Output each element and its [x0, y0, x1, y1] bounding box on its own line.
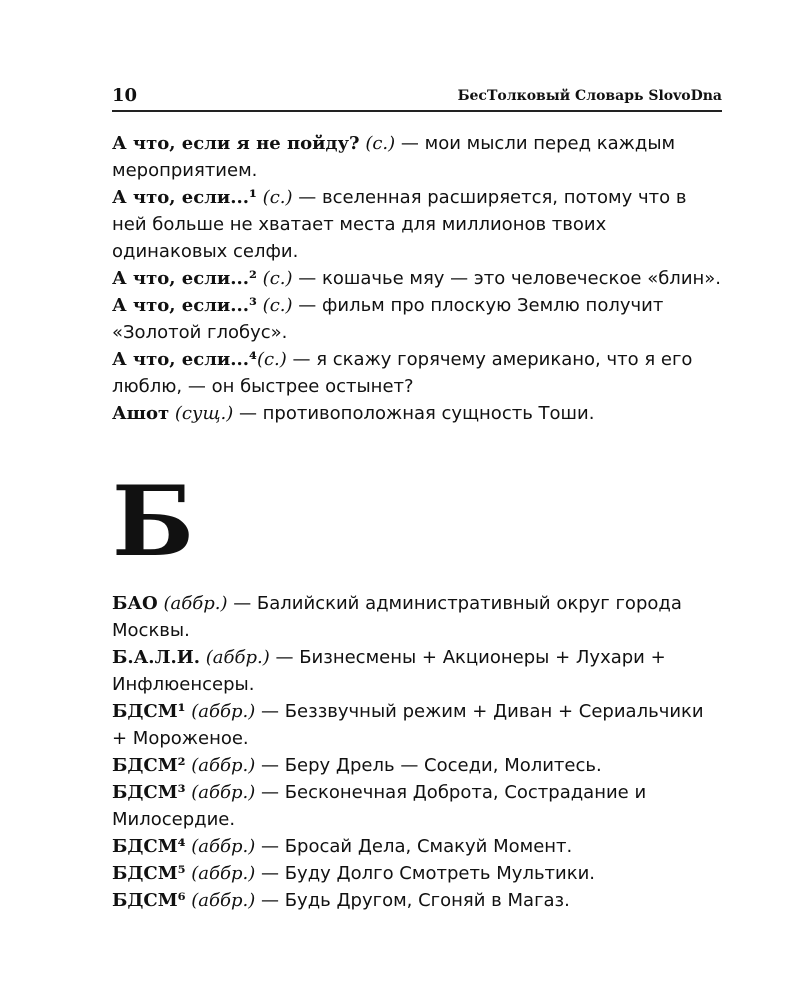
dictionary-entry [112, 292, 722, 346]
entry-term: Б.А.Л.И. [112, 647, 201, 668]
page-header [112, 80, 722, 112]
entry-pos: (с.) [262, 295, 293, 316]
entry-definition: — Будь Другом, Сгоняй в Магаз. [255, 890, 570, 911]
dictionary-entry [112, 346, 722, 400]
running-title: БесТолковый Словарь SlovoDna [457, 88, 722, 104]
dictionary-entry [112, 779, 722, 833]
dictionary-entry [112, 887, 722, 914]
entry-term: БДСМ⁵ [112, 863, 186, 884]
dictionary-entry [112, 833, 722, 860]
dictionary-entry [112, 698, 722, 752]
entry-pos: (с.) [365, 133, 396, 154]
entry-definition: — Бесконечная Доброта, Сострадание и Милосердие. [112, 782, 647, 830]
dictionary-entry [112, 400, 722, 427]
entry-definition: — Бросай Дела, Смакуй Момент. [255, 836, 573, 857]
entry-pos: (аббр.) [205, 647, 270, 668]
entry-definition: — противоположная сущность Тоши. [233, 403, 595, 424]
entry-term: БДСМ¹ [112, 701, 186, 722]
entry-definition: — Беру Дрель — Соседи, Молитесь. [255, 755, 602, 776]
entry-pos: (аббр.) [163, 593, 228, 614]
entry-term: А что, если...³ [112, 295, 257, 316]
entry-pos: (с.) [256, 349, 287, 370]
page-number: 10 [112, 85, 138, 106]
entry-definition: — кошачье мяу — это человеческое «блин». [292, 268, 722, 289]
entry-pos: (сущ.) [174, 403, 234, 424]
entry-pos: (с.) [262, 187, 293, 208]
entry-term: А что, если...² [112, 268, 257, 289]
entry-term: БДСМ⁶ [112, 890, 186, 911]
entry-definition: — вселенная расширяется, потому что в ней больше не хватает места для миллионов твоих одинаковых селфи. [112, 187, 687, 262]
entry-pos: (аббр.) [191, 863, 256, 884]
dictionary-section-b [112, 590, 722, 914]
entry-term: БДСМ⁴ [112, 836, 186, 857]
dictionary-entry [112, 644, 722, 698]
dictionary-entry [112, 130, 722, 184]
entry-pos: (аббр.) [191, 890, 256, 911]
dictionary-section-a [112, 130, 722, 427]
entry-definition: — фильм про плоскую Землю получит «Золотой глобус». [112, 295, 664, 343]
entry-term: Ашот [112, 403, 170, 424]
dictionary-entry [112, 184, 722, 265]
entry-term: А что, если я не пойду? [112, 133, 360, 154]
entry-term: А что, если...¹ [112, 187, 257, 208]
entry-definition: — мои мысли перед каждым мероприятием. [112, 133, 676, 181]
entry-definition: — я скажу горячему американо, что я его люблю, — он быстрее остынет? [112, 349, 693, 397]
entry-definition: — Беззвучный режим + Диван + Сериальчики + Мороженое. [112, 701, 704, 749]
entry-pos: (аббр.) [191, 701, 256, 722]
dictionary-entry [112, 590, 722, 644]
letter-heading: Б [112, 465, 195, 578]
entry-term: БДСМ³ [112, 782, 186, 803]
entry-pos: (с.) [262, 268, 293, 289]
entry-term: А что, если...⁴ [112, 349, 257, 370]
dictionary-entry [112, 265, 722, 292]
entry-pos: (аббр.) [191, 755, 256, 776]
entry-term: БАО [112, 593, 158, 614]
dictionary-entry [112, 752, 722, 779]
entry-definition: — Бизнесмены + Акционеры + Лухари + Инфлюенсеры. [112, 647, 666, 695]
entry-definition: — Буду Долго Смотреть Мультики. [255, 863, 596, 884]
entry-term: БДСМ² [112, 755, 186, 776]
entry-pos: (аббр.) [191, 836, 256, 857]
entry-definition: — Балийский административный округ города Москвы. [112, 593, 682, 641]
entry-pos: (аббр.) [191, 782, 256, 803]
dictionary-entry [112, 860, 722, 887]
